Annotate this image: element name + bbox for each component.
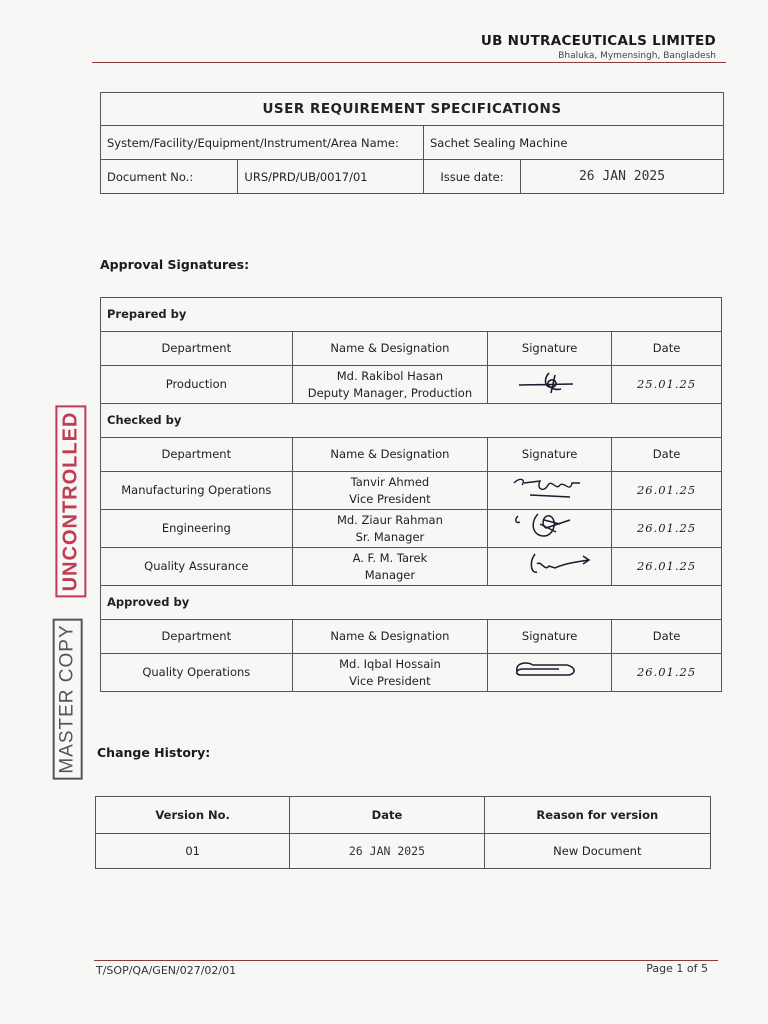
signature-image — [488, 472, 612, 510]
system-label: System/Facility/Equipment/Instrument/Area Name: — [101, 126, 424, 160]
signature-image — [488, 548, 612, 586]
column-header-signature: Signature — [488, 332, 612, 366]
person-name: Md. Rakibol Hasan — [336, 368, 444, 383]
date-cell: 25.01.25 — [612, 366, 722, 404]
column-header-signature: Signature — [488, 620, 612, 654]
version-cell: 01 — [96, 834, 290, 869]
signature-image — [488, 366, 612, 404]
date-cell: 26.01.25 — [612, 548, 722, 586]
column-header-department: Department — [101, 332, 293, 366]
issue-date-label: Issue date: — [424, 160, 521, 194]
issue-date-value: 26 JAN 2025 — [521, 160, 724, 194]
column-header-reason: Reason for version — [484, 797, 710, 834]
reason-cell: New Document — [484, 834, 710, 869]
uncontrolled-stamp: UNCONTROLLED — [55, 406, 86, 598]
column-header-department: Department — [101, 438, 293, 472]
table-row — [101, 472, 722, 510]
column-header-date: Date — [612, 620, 722, 654]
change-history-table — [95, 796, 711, 869]
date-cell: 26.01.25 — [612, 510, 722, 548]
company-address: Bhaluka, Mymensingh, Bangladesh — [558, 51, 716, 61]
master-copy-stamp: MASTER COPY — [53, 618, 83, 779]
document-title: USER REQUIREMENT SPECIFICATIONS — [101, 93, 724, 126]
table-row — [101, 654, 722, 692]
column-header-department: Department — [101, 620, 293, 654]
footer-doc-code: T/SOP/QA/GEN/027/02/01 — [96, 964, 237, 977]
header-divider — [92, 62, 726, 63]
person-name: Md. Ziaur Rahman — [336, 512, 443, 527]
footer-divider — [94, 960, 718, 961]
department-cell: Production — [101, 366, 293, 404]
date-cell: 26.01.25 — [612, 472, 722, 510]
doc-no-label: Document No.: — [101, 160, 238, 194]
person-name: A. F. M. Tarek — [352, 550, 428, 565]
name-designation-cell — [292, 472, 488, 510]
column-header-date: Date — [290, 797, 484, 834]
person-name: Md. Iqbal Hossain — [339, 656, 441, 671]
department-cell: Engineering — [101, 510, 293, 548]
person-designation: Sr. Manager — [355, 529, 425, 544]
person-designation: Deputy Manager, Production — [307, 385, 473, 400]
approval-heading: Approval Signatures: — [100, 257, 250, 272]
date-cell: 26.01.25 — [612, 654, 722, 692]
name-designation-cell — [292, 366, 488, 404]
person-designation: Vice President — [349, 491, 431, 506]
name-designation-cell — [292, 548, 488, 586]
table-row — [96, 834, 711, 869]
person-designation: Manager — [364, 567, 416, 582]
column-header-name: Name & Designation — [292, 620, 488, 654]
person-designation: Vice President — [349, 673, 431, 688]
person-name: Tanvir Ahmed — [350, 474, 430, 489]
company-name: UB NUTRACEUTICALS LIMITED — [480, 33, 716, 49]
column-header-name: Name & Designation — [292, 332, 488, 366]
checked-by-label: Checked by — [101, 404, 722, 438]
prepared-by-label: Prepared by — [101, 298, 722, 332]
change-history-heading: Change History: — [97, 745, 211, 760]
department-cell: Manufacturing Operations — [101, 472, 293, 510]
table-row — [101, 548, 722, 586]
name-designation-cell — [292, 654, 488, 692]
document-info-table — [100, 92, 724, 194]
table-row — [101, 510, 722, 548]
name-designation-cell — [292, 510, 488, 548]
column-header-date: Date — [612, 438, 722, 472]
approval-signatures-table — [100, 297, 722, 692]
table-row — [101, 366, 722, 404]
department-cell: Quality Operations — [101, 654, 293, 692]
column-header-name: Name & Designation — [292, 438, 488, 472]
date-cell: 26 JAN 2025 — [290, 834, 484, 869]
column-header-version: Version No. — [96, 797, 290, 834]
signature-image — [488, 654, 612, 692]
approved-by-label: Approved by — [101, 586, 722, 620]
system-value: Sachet Sealing Machine — [424, 126, 724, 160]
signature-image — [488, 510, 612, 548]
department-cell: Quality Assurance — [101, 548, 293, 586]
column-header-date: Date — [612, 332, 722, 366]
column-header-signature: Signature — [488, 438, 612, 472]
doc-no-value: URS/PRD/UB/0017/01 — [238, 160, 424, 194]
page-number: Page 1 of 5 — [646, 962, 708, 975]
